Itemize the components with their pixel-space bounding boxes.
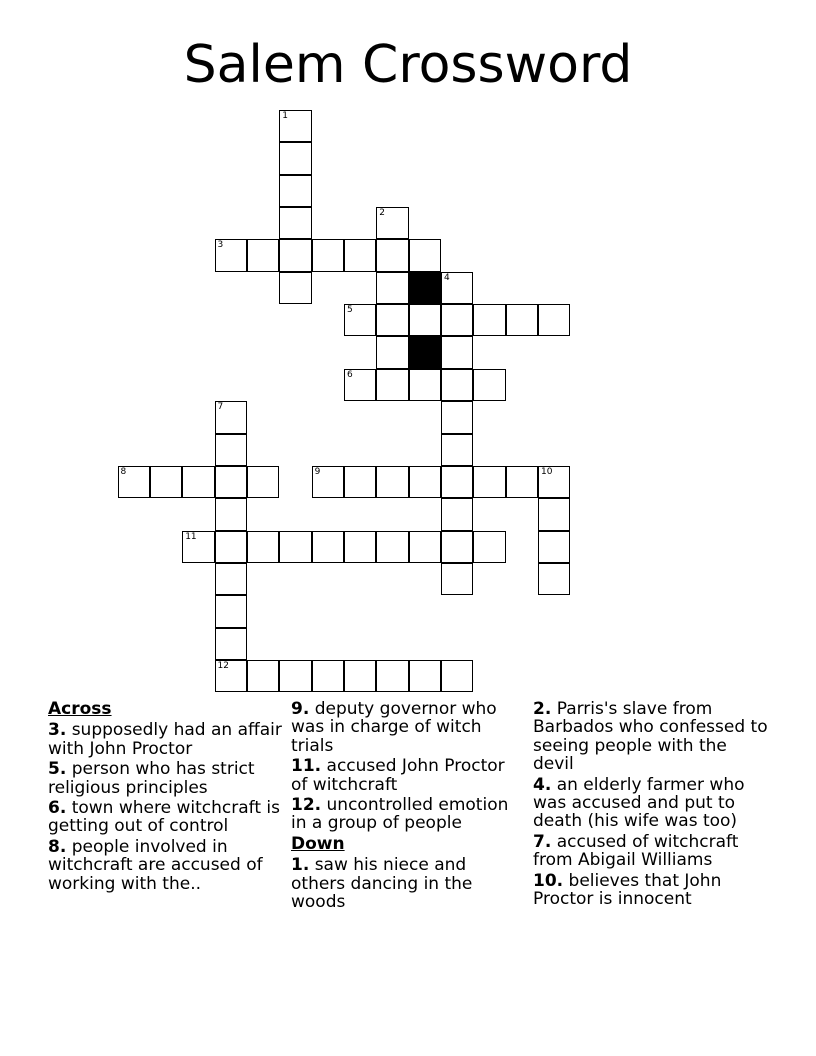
grid-cell[interactable] <box>182 531 214 563</box>
clue-item <box>48 838 283 893</box>
clue-number-label: 5. <box>48 759 67 780</box>
clue-item <box>48 721 283 758</box>
clue-text: accused John Proctor of witchcraft <box>291 756 505 795</box>
clue-number: 10 <box>541 466 553 477</box>
grid-cell[interactable] <box>215 434 247 466</box>
grid-cell[interactable] <box>473 531 505 563</box>
grid-cell[interactable] <box>441 531 473 563</box>
clue-number: 6 <box>346 369 353 380</box>
clue-number: 9 <box>314 466 321 477</box>
clue-text: an elderly farmer who was accused and put to death (his wife was too) <box>533 774 745 832</box>
grid-cell[interactable] <box>344 239 376 271</box>
grid-cell[interactable] <box>279 175 311 207</box>
grid-cell[interactable] <box>344 369 376 401</box>
grid-cell[interactable] <box>538 498 570 530</box>
grid-cell[interactable] <box>279 110 311 142</box>
grid-cell[interactable] <box>215 498 247 530</box>
clue-number: 3 <box>217 240 224 251</box>
grid-cell[interactable] <box>279 239 311 271</box>
grid-cell[interactable] <box>344 466 376 498</box>
clue-text: saw his niece and others dancing in the woods <box>291 855 473 913</box>
grid-cell[interactable] <box>215 595 247 627</box>
grid-cell[interactable] <box>376 531 408 563</box>
grid-cell[interactable] <box>409 304 441 336</box>
clue-number: 1 <box>282 111 288 121</box>
clue-number: 4 <box>444 272 450 283</box>
grid-cell[interactable] <box>441 498 473 530</box>
grid-cell[interactable] <box>376 207 408 239</box>
clue-text: person who has strict religious principles <box>48 759 255 798</box>
grid-cell[interactable] <box>247 239 279 271</box>
grid-cell[interactable] <box>441 369 473 401</box>
grid-cell[interactable] <box>215 628 247 660</box>
clue-item <box>533 700 773 774</box>
across-heading: Across <box>48 699 112 719</box>
grid-cell[interactable] <box>312 660 344 692</box>
grid-cell[interactable] <box>344 304 376 336</box>
grid-cell[interactable] <box>409 531 441 563</box>
clue-text: supposedly had an affair with John Proctor <box>48 720 282 759</box>
grid-cell[interactable] <box>376 304 408 336</box>
clue-number-label: 3. <box>48 720 67 741</box>
grid-cell[interactable] <box>473 466 505 498</box>
grid-cell[interactable] <box>215 401 247 433</box>
clue-number: 5 <box>346 305 353 316</box>
grid-cell[interactable] <box>344 531 376 563</box>
grid-cell[interactable] <box>441 466 473 498</box>
grid-cell[interactable] <box>376 369 408 401</box>
clue-text: town where witchcraft is getting out of control <box>48 798 280 837</box>
clue-number: 2 <box>379 208 386 219</box>
grid-cell[interactable] <box>247 466 279 498</box>
clue-number-label: 2. <box>533 699 552 719</box>
grid-cell[interactable] <box>182 466 214 498</box>
grid-cell[interactable] <box>376 660 408 692</box>
grid-cell[interactable] <box>409 660 441 692</box>
grid-cell[interactable] <box>118 466 150 498</box>
grid-cell[interactable] <box>441 401 473 433</box>
grid-cell[interactable] <box>279 142 311 174</box>
clue-item <box>291 856 516 911</box>
clue-text: accused of witchcraft from Abigail Williams <box>533 831 739 871</box>
clue-column-3 <box>533 700 773 910</box>
grid-cell[interactable] <box>376 466 408 498</box>
grid-cell[interactable] <box>279 272 311 304</box>
grid-cell[interactable] <box>538 304 570 336</box>
clue-number-label: 6. <box>48 798 67 819</box>
grid-cell[interactable] <box>506 304 538 336</box>
grid-cell[interactable] <box>215 531 247 563</box>
clue-text: Parris's slave from Barbados who confessed to seeing people with the devil <box>533 699 768 775</box>
clue-number-label: 7. <box>533 831 552 852</box>
grid-cell[interactable] <box>441 660 473 692</box>
grid-cell[interactable] <box>441 434 473 466</box>
grid-cell[interactable] <box>150 466 182 498</box>
clue-number-label: 8. <box>48 836 67 857</box>
clue-number-label: 9. <box>291 699 310 719</box>
grid-cell[interactable] <box>538 531 570 563</box>
clue-text: uncontrolled emotion in a group of people <box>291 795 509 834</box>
grid-cell[interactable] <box>409 466 441 498</box>
down-heading: Down <box>291 833 345 854</box>
clue-text: deputy governor who was in charge of witch trials <box>291 699 497 756</box>
grid-cell[interactable] <box>215 660 247 692</box>
clue-number-label: 1. <box>291 855 310 876</box>
clue-text: people involved in witchcraft are accused of working with the.. <box>48 836 263 894</box>
clue-number: 7 <box>217 402 224 413</box>
clue-item <box>48 760 283 797</box>
clue-number-label: 4. <box>533 774 552 795</box>
grid-cell[interactable] <box>247 660 279 692</box>
grid-cell[interactable] <box>215 466 247 498</box>
clue-item <box>48 799 283 836</box>
grid-cell[interactable] <box>538 563 570 595</box>
grid-cell[interactable] <box>376 239 408 271</box>
grid-cell[interactable] <box>344 660 376 692</box>
black-cell <box>409 336 441 368</box>
grid-cell[interactable] <box>279 531 311 563</box>
clue-column-2 <box>291 700 516 913</box>
grid-cell[interactable] <box>312 466 344 498</box>
grid-cell[interactable] <box>441 272 473 304</box>
grid-cell[interactable] <box>473 304 505 336</box>
clue-item <box>291 757 516 794</box>
clue-column-1 <box>48 700 283 895</box>
grid-cell[interactable] <box>441 563 473 595</box>
clue-item <box>533 833 773 870</box>
grid-cell[interactable] <box>441 304 473 336</box>
grid-cell[interactable] <box>441 336 473 368</box>
grid-cell[interactable] <box>312 531 344 563</box>
grid-cell[interactable] <box>409 369 441 401</box>
grid-cell[interactable] <box>215 239 247 271</box>
grid-cell[interactable] <box>279 660 311 692</box>
grid-cell[interactable] <box>409 239 441 271</box>
clue-item <box>291 796 516 833</box>
grid-cell[interactable] <box>376 272 408 304</box>
black-cell <box>409 272 441 304</box>
clue-item <box>533 776 773 831</box>
grid-cell[interactable] <box>279 207 311 239</box>
grid-cell[interactable] <box>506 466 538 498</box>
clue-number: 8 <box>120 466 127 477</box>
grid-cell[interactable] <box>247 531 279 563</box>
clue-number-label: 11. <box>291 756 322 777</box>
grid-cell[interactable] <box>215 563 247 595</box>
grid-cell[interactable] <box>376 336 408 368</box>
grid-cell[interactable] <box>538 466 570 498</box>
grid-cell[interactable] <box>312 239 344 271</box>
clue-number-label: 10. <box>533 870 564 891</box>
grid-cell[interactable] <box>473 369 505 401</box>
clue-number: 12 <box>217 660 229 671</box>
clue-number: 11 <box>185 531 197 542</box>
clue-item <box>291 700 516 755</box>
clue-text: believes that John Proctor is innocent <box>533 870 722 910</box>
clue-number-label: 12. <box>291 795 322 816</box>
page-title: Salem Crossword <box>183 35 633 95</box>
clue-item <box>533 872 773 909</box>
